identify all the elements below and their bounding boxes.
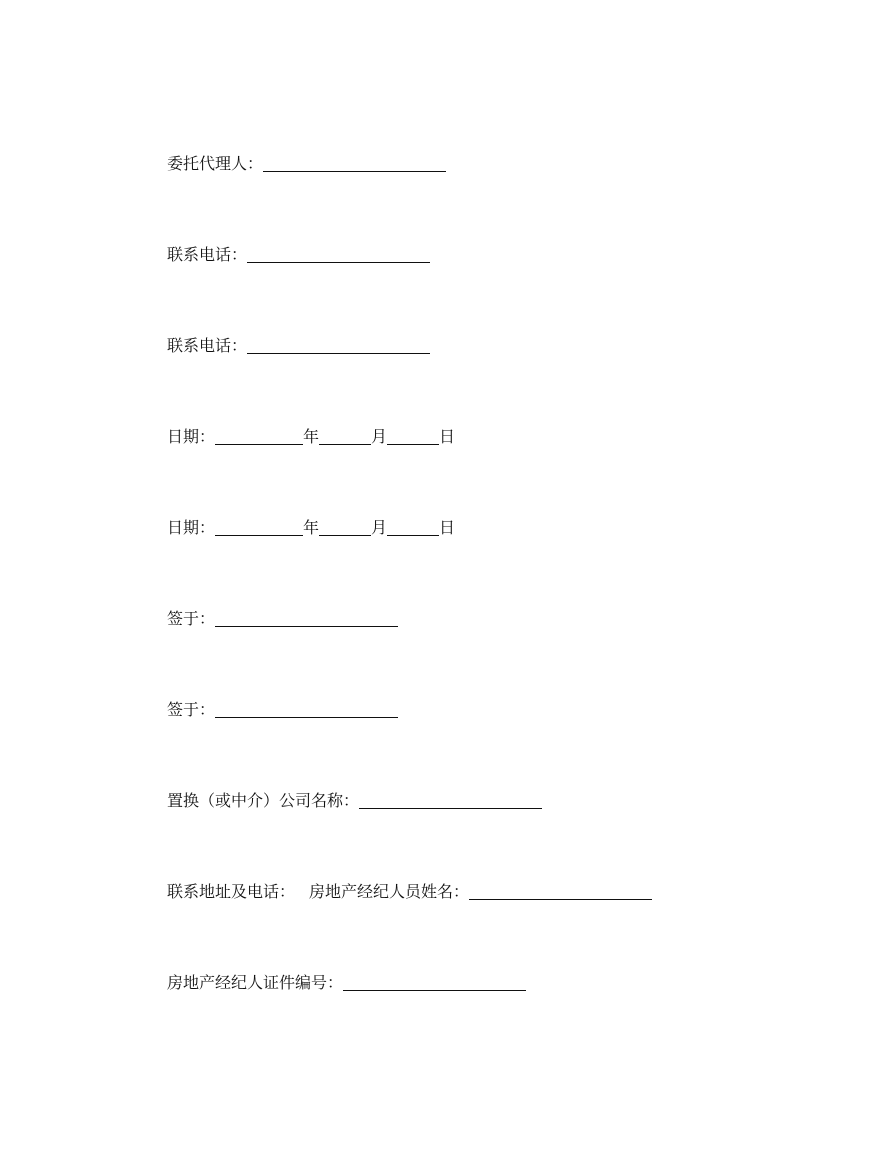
company-name-label: 置换（或中介）公司名称：: [167, 791, 360, 810]
date-month-blank-2[interactable]: [319, 534, 371, 536]
signed-at-field-1: [167, 605, 398, 629]
address-broker-field: [167, 878, 652, 902]
date-year-blank-1[interactable]: [215, 443, 303, 445]
signed-at-field-2: [167, 696, 398, 720]
broker-cert-blank[interactable]: [343, 989, 526, 991]
phone-field-1: [167, 241, 430, 265]
agent-field: [167, 150, 446, 174]
broker-name-blank[interactable]: [469, 898, 652, 900]
date-field-1: [167, 423, 455, 447]
agent-blank[interactable]: [263, 170, 446, 172]
month-text-1: 月: [371, 427, 388, 446]
broker-name-label: 房地产经纪人员姓名：: [309, 882, 470, 901]
broker-cert-label: 房地产经纪人证件编号：: [167, 973, 344, 992]
company-name-blank[interactable]: [359, 807, 542, 809]
phone-label-1: 联系电话：: [167, 245, 248, 264]
month-text-2: 月: [371, 518, 388, 537]
day-text-1: 日: [439, 427, 456, 446]
phone-field-2: [167, 332, 430, 356]
day-text-2: 日: [439, 518, 456, 537]
year-text-2: 年: [303, 518, 320, 537]
date-label-2: 日期：: [167, 518, 216, 537]
date-day-blank-2[interactable]: [387, 534, 439, 536]
broker-cert-field: [167, 969, 526, 993]
date-field-2: [167, 514, 455, 538]
phone-blank-2[interactable]: [247, 352, 430, 354]
agent-label: 委托代理人：: [167, 154, 264, 173]
signed-at-blank-1[interactable]: [215, 625, 398, 627]
company-name-field: [167, 787, 542, 811]
phone-blank-1[interactable]: [247, 261, 430, 263]
date-label-1: 日期：: [167, 427, 216, 446]
signed-at-label-2: 签于：: [167, 700, 216, 719]
date-year-blank-2[interactable]: [215, 534, 303, 536]
phone-label-2: 联系电话：: [167, 336, 248, 355]
address-phone-label: 联系地址及电话：: [167, 882, 296, 901]
date-day-blank-1[interactable]: [387, 443, 439, 445]
signed-at-label-1: 签于：: [167, 609, 216, 628]
date-month-blank-1[interactable]: [319, 443, 371, 445]
signed-at-blank-2[interactable]: [215, 716, 398, 718]
year-text-1: 年: [303, 427, 320, 446]
